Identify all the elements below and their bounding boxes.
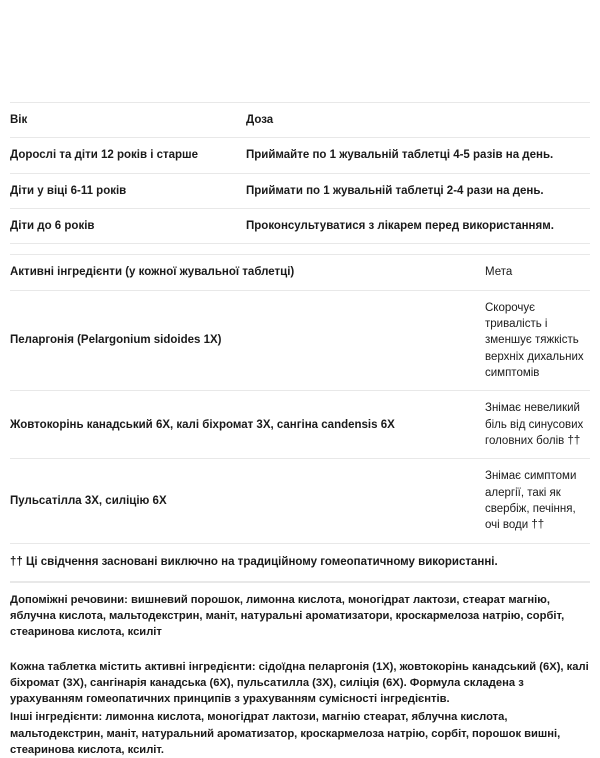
purpose-pulsatilla-silicea: Знімає симптоми алергії, такі як свербіж, печіння, очі води †† (485, 459, 590, 543)
tail-notes-block (10, 649, 590, 758)
top-spacer (10, 0, 590, 102)
dosage-table (10, 102, 590, 244)
table-row (10, 173, 590, 208)
ingredient-hydrastis-group: Жовтокорінь канадський 6X, калі біхромат 3X, сангіна candensis 6X (10, 391, 485, 459)
inactive-ingredients-text: Допоміжні речовини: вишневий порошок, лимонна кислота, моногідрат лактози, стеарат магнію, яблучна кислота, мальтодекстрин, маніт, натуральні ароматизатори, кроскармелоза натрію, сорбіт, стеаринова кислота, ксиліт (10, 593, 565, 639)
purpose-pelargonium: Скорочує тривалість і зменшує тяжкість верхніх дихальних симптомів (485, 290, 590, 391)
dosage-age-adults: Дорослі та діти 12 років і старше (10, 138, 246, 173)
table-row (10, 391, 590, 459)
table-row (10, 138, 590, 173)
table-row (10, 290, 590, 391)
ingredient-pulsatilla-silicea: Пульсатілла 3X, силіцію 6X (10, 459, 485, 543)
table-row (10, 543, 590, 581)
dosage-dose-children-6-11: Приймати по 1 жувальній таблетці 2-4 рази на день. (246, 173, 590, 208)
dosage-header-dose: Доза (246, 103, 590, 138)
ingredients-header-purpose: Мета (485, 255, 590, 290)
inactive-ingredients-block (10, 582, 590, 649)
ingredients-header-active: Активні інгредієнти (у кожної жувальної таблетці) (10, 255, 485, 290)
active-ingredients-table (10, 254, 590, 582)
table-row (10, 459, 590, 543)
dosage-age-under-6: Діти до 6 років (10, 208, 246, 243)
table-row (10, 255, 590, 290)
table-gap (10, 244, 590, 254)
table-row (10, 208, 590, 243)
ingredients-footnote: †† Ці свідчення засновані виключно на традиційному гомеопатичному використанні. (10, 543, 590, 581)
table-row (10, 103, 590, 138)
dosage-age-children-6-11: Діти у віці 6-11 років (10, 173, 246, 208)
purpose-hydrastis-group: Знімає невеликий біль від синусових головних болів †† (485, 391, 590, 459)
dosage-dose-under-6: Проконсультуватися з лікарем перед використанням. (246, 208, 590, 243)
dosage-dose-adults: Приймайте по 1 жувальній таблетці 4-5 разів на день. (246, 138, 590, 173)
dosage-header-age: Вік (10, 103, 246, 138)
ingredient-pelargonium: Пеларгонія (Pelargonium sidoides 1X) (10, 290, 485, 391)
tail-note-other-ingredients: Інші інгредієнти: лимонна кислота, моногідрат лактози, магнію стеарат, яблучна кислота, мальтодекстрин, маніт, натуральний ароматизатор, кроскармелоза натрію, сорбіт, порошок вишні, стеаринова кислота, ксиліт. (10, 711, 561, 756)
tail-note-active-ingredients: Кожна таблетка містить активні інгредієнти: сідоїдна пеларгонія (1X), жовтокорінь канадський (6X), калі біхромат (3X), сангінарія канадська (6X), пульсатилла (3X), силіція (6X). Формула складена з урахуванням гомеопатичних принципів з урахуванням сумісності інгредієнтів. (10, 660, 589, 706)
